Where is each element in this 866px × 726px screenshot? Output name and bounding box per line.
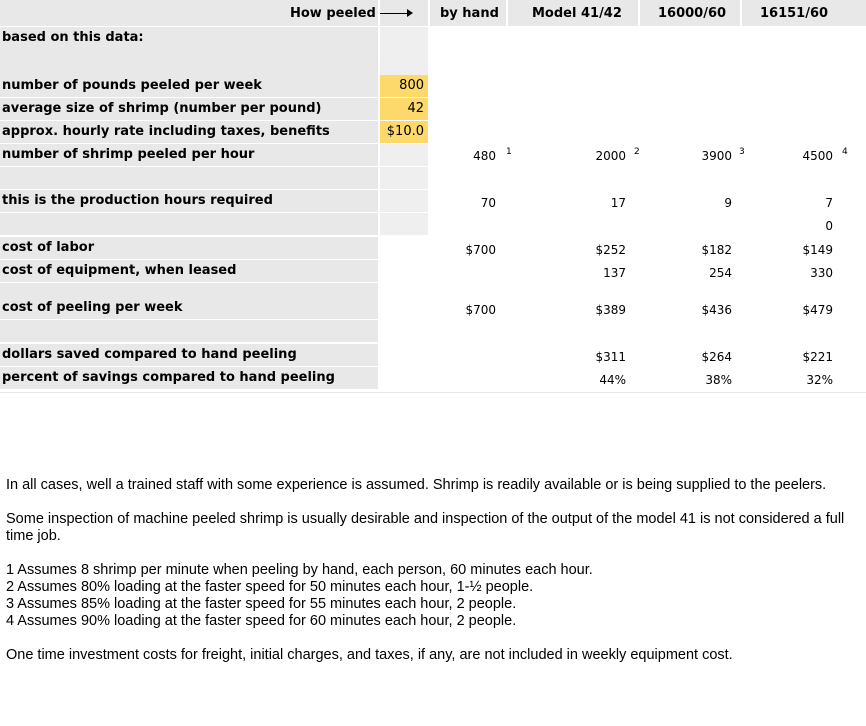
value-equipment-16151: 330	[810, 266, 833, 280]
column-header-by-hand: by hand	[440, 6, 499, 21]
value-percent-16151: 32%	[806, 373, 833, 387]
label-shrimp-size: average size of shrimp (number per pound)	[0, 98, 378, 120]
cell-blank	[380, 144, 428, 166]
value-peeling-16151: $479	[802, 303, 833, 317]
label-pounds-per-week: number of pounds peeled per week	[0, 75, 378, 97]
value-labor-16151: $149	[802, 243, 833, 257]
value-peeling-by-hand: $700	[465, 303, 496, 317]
column-header-16000-60: 16000/60	[658, 6, 727, 21]
header-row-label: How peeled	[290, 6, 376, 21]
spacer-row	[0, 320, 378, 342]
footnote-1: 1 Assumes 8 shrimp per minute when peeling by hand, each person, 60 minutes each hour.	[6, 562, 593, 578]
value-equipment-16000: 254	[709, 266, 732, 280]
note-investment-costs: One time investment costs for freight, initial charges, and taxes, if any, are not included in weekly equipment cost.	[6, 647, 733, 663]
label-cost-of-equipment: cost of equipment, when leased	[0, 260, 378, 282]
label-based-on: based on this data:	[0, 27, 378, 75]
value-labor-16000: $182	[701, 243, 732, 257]
cell-blank	[380, 190, 428, 212]
spacer-row	[0, 213, 378, 235]
cell-blank	[380, 213, 428, 235]
footnote-ref-4: 4	[842, 147, 848, 157]
value-hours-16151: 7	[825, 196, 833, 210]
value-per-hour-16000: 3900	[701, 149, 732, 163]
value-percent-model-41: 44%	[599, 373, 626, 387]
label-cost-of-labor: cost of labor	[0, 237, 378, 259]
arrow-right-icon	[407, 9, 413, 17]
value-per-hour-by-hand: 480	[473, 149, 496, 163]
spacer-row	[0, 283, 378, 297]
spacer-row	[0, 167, 378, 189]
arrow-line	[380, 13, 410, 14]
footnote-4: 4 Assumes 90% loading at the faster speed for 60 minutes each hour, 2 people.	[6, 613, 517, 629]
value-labor-by-hand: $700	[465, 243, 496, 257]
value-hours-16000: 9	[724, 196, 732, 210]
footnote-ref-3: 3	[739, 147, 745, 157]
value-saved-16000: $264	[701, 350, 732, 364]
value-hours-by-hand: 70	[480, 196, 496, 210]
column-header-model-41-42: Model 41/42	[532, 6, 622, 21]
cell-blank	[380, 167, 428, 189]
label-cost-of-peeling: cost of peeling per week	[0, 297, 378, 319]
column-header-16151-60: 16151/60	[760, 6, 829, 21]
note-inspection: Some inspection of machine peeled shrimp is usually desirable and inspection of the output of the model 41 is not considered a full time job.	[6, 511, 845, 544]
input-spacer	[380, 27, 428, 75]
value-percent-16000: 38%	[705, 373, 732, 387]
label-hourly-rate: approx. hourly rate including taxes, benefits	[0, 121, 378, 143]
input-pounds-per-week[interactable]: 800	[380, 75, 428, 97]
notes-section	[6, 477, 856, 664]
value-peeling-model-41: $389	[595, 303, 626, 317]
value-saved-16151: $221	[802, 350, 833, 364]
label-production-hours: this is the production hours required	[0, 190, 378, 212]
footnote-ref-2: 2	[634, 147, 640, 157]
footnote-3: 3 Assumes 85% loading at the faster speed for 55 minutes each hour, 2 people.	[6, 596, 517, 612]
input-shrimp-size[interactable]: 42	[380, 98, 428, 120]
label-percent-savings: percent of savings compared to hand peeling	[0, 367, 378, 389]
value-peeling-16000: $436	[701, 303, 732, 317]
value-labor-model-41: $252	[595, 243, 626, 257]
value-hours-model-41: 17	[610, 196, 626, 210]
label-dollars-saved: dollars saved compared to hand peeling	[0, 344, 378, 366]
value-per-hour-model-41: 2000	[595, 149, 626, 163]
footnote-ref-1: 1	[506, 147, 512, 157]
footnote-2: 2 Assumes 80% loading at the faster speed for 50 minutes each hour, 1-½ people.	[6, 579, 534, 595]
value-per-hour-16151: 4500	[802, 149, 833, 163]
value-hours-16151-overflow: 0	[825, 219, 833, 233]
value-saved-model-41: $311	[595, 350, 626, 364]
input-hourly-rate[interactable]: $10.0	[380, 121, 428, 143]
value-equipment-model-41: 137	[603, 266, 626, 280]
note-trained-staff: In all cases, well a trained staff with some experience is assumed. Shrimp is readily available or is being supplied to the peelers.	[6, 477, 827, 493]
label-shrimp-per-hour: number of shrimp peeled per hour	[0, 144, 378, 166]
table-bottom-rule	[0, 392, 866, 393]
